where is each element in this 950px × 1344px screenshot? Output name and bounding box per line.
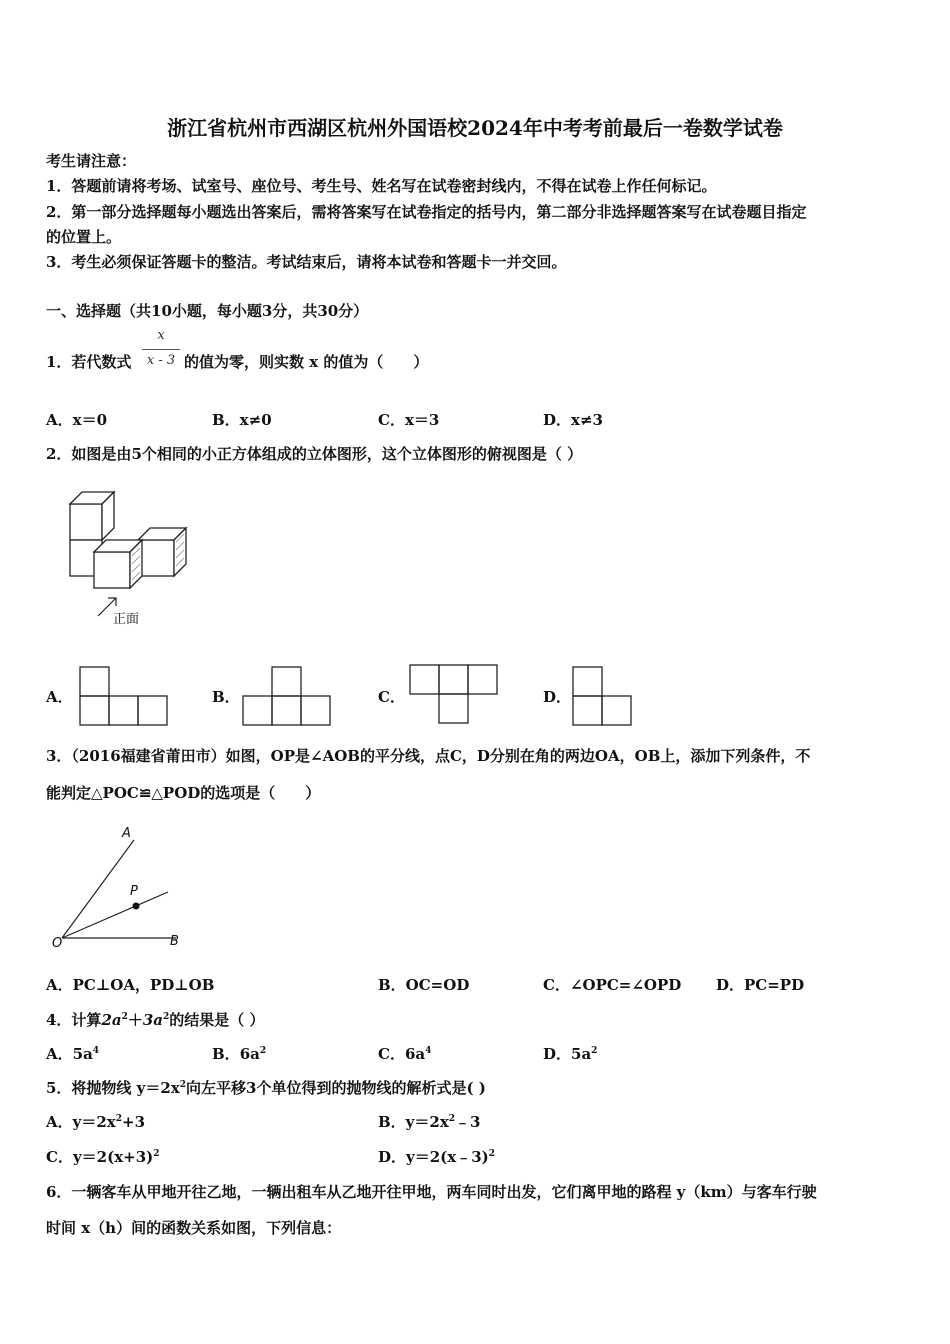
q4-plus: ＋ xyxy=(127,1011,143,1029)
notice-heading: 考生请注意： xyxy=(46,152,137,170)
q4-option-c[interactable] xyxy=(378,1044,431,1064)
notice-item: 1．答题前请将考场、试室号、座位号、考生号、姓名写在试卷密封线内，不得在试卷上作任何标记。 xyxy=(46,177,717,195)
option-base: B．y＝2x xyxy=(378,1113,449,1131)
q5-option-d[interactable] xyxy=(378,1147,495,1167)
option-coef: 5a xyxy=(571,1045,592,1063)
option-coef: 6a xyxy=(239,1045,260,1063)
q4-option-a[interactable] xyxy=(46,1044,99,1064)
notice-item: 2．第一部分选择题每小题选出答案后，需将答案写在试卷指定的括号内，第二部分非选择题答案写在试卷题目指定 xyxy=(46,203,807,221)
q3-stem-line2: 能判定△POC≌△POD的选项是（ ） xyxy=(46,784,321,802)
q4-stem-pre: 4．计算 xyxy=(46,1011,102,1029)
q6-stem-line1: 6．一辆客车从甲地开往乙地，一辆出租车从乙地开往甲地，两车同时出发，它们离甲地的路程 y（km）与客车行驶 xyxy=(46,1183,817,1201)
option-coef: 6a xyxy=(404,1045,426,1063)
q3-option-c[interactable]: C．∠OPC=∠OPD xyxy=(543,976,682,994)
q5-stem-post: 向左平移3个单位得到的抛物线的解析式是( ) xyxy=(186,1079,486,1097)
q6-stem-line2: 时间 x（h）间的函数关系如图，下列信息： xyxy=(46,1219,342,1237)
option-tail: +3 xyxy=(122,1113,146,1131)
q3-label-p: P xyxy=(130,884,138,899)
q2-option-a-figure[interactable] xyxy=(79,666,169,728)
q4-option-d[interactable] xyxy=(543,1044,597,1064)
q2-option-b[interactable]: B． xyxy=(212,688,240,706)
q3-option-d[interactable]: D．PC=PD xyxy=(716,976,805,994)
option-tail: ﹣3 xyxy=(455,1113,481,1131)
option-exp: 2 xyxy=(591,1046,598,1056)
q4-stem xyxy=(46,1010,265,1030)
section-heading: 一、选择题（共10小题，每小题3分，共30分） xyxy=(46,302,369,320)
q4-term-a-exp: 2 xyxy=(121,1012,128,1022)
q3-stem-line1: 3．（2016福建省莆田市）如图，OP是∠AOB的平分线，点C，D分别在角的两边OA，OB上，添加下列条件，不 xyxy=(46,747,811,765)
option-letter: B． xyxy=(212,1045,240,1063)
q2-option-c[interactable]: C． xyxy=(378,688,405,706)
q5-option-c[interactable] xyxy=(46,1147,160,1167)
q4-term-b-exp: 2 xyxy=(163,1012,170,1022)
option-base: D．y＝2(x﹣3) xyxy=(378,1148,489,1166)
option-coef: 5a xyxy=(72,1045,93,1063)
option-base: C．y＝2(x+3) xyxy=(46,1148,154,1166)
option-letter: A． xyxy=(46,1045,73,1063)
q5-stem xyxy=(46,1078,486,1098)
option-exp: 2 xyxy=(153,1149,160,1159)
option-exp: 2 xyxy=(115,1114,122,1124)
q1-fraction-denominator: x - 3 xyxy=(146,353,176,368)
notice-item: 3．考生必须保证答题卡的整洁。考试结束后，请将本试卷和答题卡一并交回。 xyxy=(46,253,567,271)
page-title: 浙江省杭州市西湖区杭州外国语校2024年中考考前最后一卷数学试卷 xyxy=(167,116,783,140)
q2-option-d[interactable]: D． xyxy=(543,688,572,706)
q1-fraction-bar xyxy=(142,349,180,350)
q1-fraction-numerator: x xyxy=(157,328,165,343)
q3-label-a: A xyxy=(122,826,131,841)
q3-label-o: O xyxy=(52,936,63,951)
option-exp: 2 xyxy=(259,1046,267,1056)
option-exp: 4 xyxy=(92,1046,100,1056)
point-p xyxy=(133,903,140,910)
option-letter: C． xyxy=(378,1045,405,1063)
q1-option-a[interactable]: A．x＝0 xyxy=(46,411,108,429)
q5-stem-pre: 5．将抛物线 y＝2x xyxy=(46,1079,180,1097)
option-base: A．y＝2x xyxy=(46,1113,116,1131)
q3-angle-figure xyxy=(50,826,190,956)
q2-option-a[interactable]: A． xyxy=(46,688,73,706)
q3-option-b[interactable]: B．OC=OD xyxy=(378,976,470,994)
q3-option-a[interactable]: A．PC⊥OA，PD⊥OB xyxy=(46,976,215,994)
q1-option-c[interactable]: C．x＝3 xyxy=(378,411,440,429)
q5-stem-exp: 2 xyxy=(179,1080,187,1090)
option-exp: 2 xyxy=(488,1149,496,1159)
q4-term-a: 2a xyxy=(101,1011,122,1029)
q2-option-d-figure[interactable] xyxy=(572,666,634,728)
q1-option-b[interactable]: B．x≠0 xyxy=(212,411,272,429)
notice-item: 的位置上。 xyxy=(46,228,122,246)
q2-stem: 2．如图是由5个相同的小正方体组成的立体图形，这个立体图形的俯视图是（ ） xyxy=(46,445,583,463)
q2-option-c-figure[interactable] xyxy=(409,664,499,726)
q1-option-d[interactable]: D．x≠3 xyxy=(543,411,603,429)
q5-option-a[interactable] xyxy=(46,1112,145,1132)
q4-term-b: 3a xyxy=(142,1011,164,1029)
q4-option-b[interactable] xyxy=(212,1044,266,1064)
option-exp: 2 xyxy=(448,1114,456,1124)
q3-label-b: B xyxy=(170,934,179,949)
option-letter: D． xyxy=(543,1045,572,1063)
q2-option-b-figure[interactable] xyxy=(242,666,332,728)
q4-stem-post: 的结果是（ ） xyxy=(169,1011,265,1029)
q1-prefix: 1．若代数式 xyxy=(46,353,132,371)
q2-front-label: 正面 xyxy=(113,612,140,627)
q5-option-b[interactable] xyxy=(378,1112,480,1132)
q1-suffix: 的值为零，则实数 x 的值为（ ） xyxy=(184,353,429,371)
option-exp: 4 xyxy=(425,1046,432,1056)
